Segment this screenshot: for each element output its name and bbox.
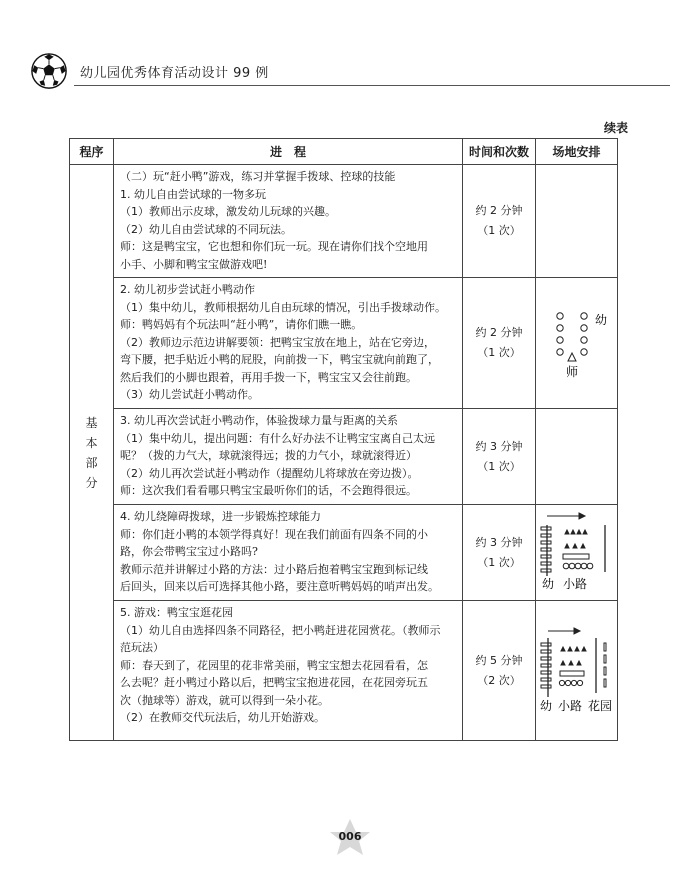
venue-cell	[536, 165, 618, 278]
book-title: 幼儿园优秀体育活动设计 99 例	[80, 66, 269, 81]
table-row	[70, 601, 618, 741]
time-cell: 约 2 分钟 （1 次）	[463, 165, 536, 278]
teacher-label: 师	[565, 364, 578, 379]
hoop-marker	[559, 680, 582, 685]
obstacle-path-diagram	[539, 510, 615, 592]
activity-table	[69, 138, 618, 741]
cone-marker	[561, 647, 586, 665]
time-cell: 约 5 分钟 （2 次）	[463, 601, 536, 741]
time-cell: 约 2 分钟 （1 次）	[463, 278, 536, 409]
garden-label: 花园	[587, 699, 612, 713]
teacher-marker	[568, 353, 576, 361]
column-header-venue: 场地安排	[536, 139, 618, 165]
garden-path-diagram	[538, 623, 616, 715]
children-label: 幼	[539, 699, 552, 713]
table-header-row	[70, 139, 618, 165]
child-marker	[556, 348, 562, 354]
path-label: 小路	[562, 577, 587, 591]
child-marker	[580, 324, 586, 330]
process-cell: 5. 游戏：鸭宝宝逛花园 （1）幼儿自由选择四条不同路径，把小鸭赶进花园赏花。（教师示 范玩法） 师：春天到了，花园里的花非常美丽，鸭宝宝想去花园看看，怎 么去呢？赶小鸭过小路以后，把鸭宝宝抱进花园，在花园旁玩五 次（抛球等）游戏，就可以得到一朵小花。 （2）在教师交代玩法后，幼儿开始游戏。	[114, 601, 463, 741]
child-line-marker	[541, 643, 551, 688]
table-row	[70, 409, 618, 505]
page-header	[30, 52, 670, 92]
soccer-ball-icon	[30, 52, 68, 90]
formation-diagram	[542, 304, 612, 380]
process-cell: （二）玩“赶小鸭”游戏，练习并掌握手拨球、控球的技能 1. 幼儿自由尝试球的一物多玩 （1）教师出示皮球，激发幼儿玩球的兴趣。 （2）幼儿自由尝试球的不同玩法。 师：这是鸭宝宝，它也想和你们玩一玩。现在请你们找个空地用 小手、小脚和鸭宝宝做游戏吧!	[114, 165, 463, 278]
venue-cell	[536, 505, 618, 601]
children-label: 幼	[594, 312, 607, 327]
column-header-process: 进 程	[114, 139, 463, 165]
child-line-marker	[541, 527, 551, 572]
process-cell: 4. 幼儿绕障碍拨球，进一步锻炼控球能力 师：你们赶小鸭的本领学得真好！现在我们前面有四条不同的小 路，你会带鸭宝宝过小路吗? 教师示范并讲解过小路的方法：过小路后抱着鸭宝宝跑到标记线 后回头，回来以后可选择其他小路，要注意听鸭妈妈的哨声出发。	[114, 505, 463, 601]
header-rule	[74, 85, 670, 86]
venue-cell	[536, 278, 618, 409]
child-marker	[556, 312, 562, 318]
table-row	[70, 165, 618, 278]
column-header-time: 时间和次数	[463, 139, 536, 165]
venue-cell	[536, 409, 618, 505]
table-row	[70, 278, 618, 409]
path-label: 小路	[557, 699, 582, 713]
garden-marker	[604, 643, 606, 687]
continued-label: 续表	[603, 121, 628, 135]
time-cell: 约 3 分钟 （1 次）	[463, 409, 536, 505]
child-marker	[556, 324, 562, 330]
time-cell: 约 3 分钟 （1 次）	[463, 505, 536, 601]
cone-marker	[565, 530, 587, 548]
child-marker	[580, 348, 586, 354]
child-marker	[580, 312, 586, 318]
child-marker	[556, 336, 562, 342]
child-marker	[580, 336, 586, 342]
children-label: 幼	[541, 577, 554, 591]
table-row	[70, 505, 618, 601]
hoop-marker	[563, 563, 593, 569]
page-number: 006	[338, 830, 362, 843]
process-cell: 2. 幼儿初步尝试赶小鸭动作 （1）集中幼儿，教师根据幼儿自由玩球的情况，引出手拨球动作。 师：鸭妈妈有个玩法叫“赶小鸭”，请你们瞧一瞧。 （2）教师边示范边讲解要领：把鸭宝宝放在地上，站在它旁边， 弯下腰，把手贴近小鸭的屁股，向前拨一下，鸭宝宝就向前跑了， 然后我们的小脚也跟着，再用手拨一下，鸭宝宝又会往前跑。 （3）幼儿尝试赶小鸭动作。	[114, 278, 463, 409]
process-cell: 3. 幼儿再次尝试赶小鸭动作，体验拨球力量与距离的关系 （1）集中幼儿，提出问题：有什么好办法不让鸭宝宝离自己太远 呢？（拨的力气大，球就滚得远；拨的力气小，球就滚得近） （2）幼儿再次尝试赶小鸭动作（提醒幼儿将球放在旁边拨）。 师：这次我们看看哪只鸭宝宝最听你们的话，不会跑得很远。	[114, 409, 463, 505]
column-header-procedure: 程序	[70, 139, 114, 165]
venue-cell	[536, 601, 618, 741]
section-label: 基 本 部 分	[70, 165, 114, 741]
